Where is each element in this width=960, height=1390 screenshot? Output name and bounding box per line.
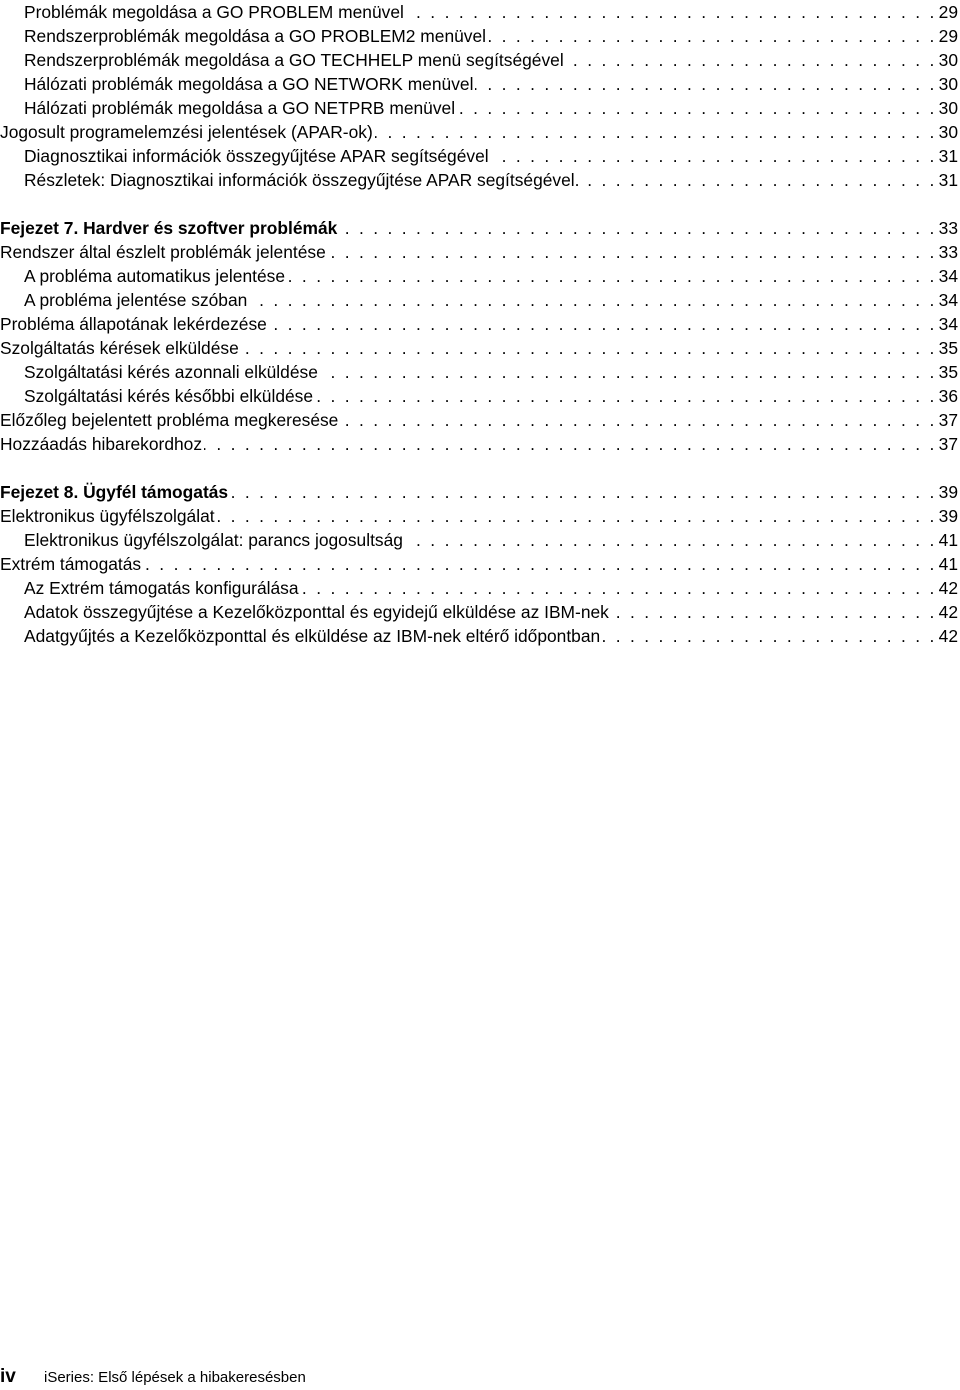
toc-entry[interactable] bbox=[0, 552, 958, 576]
toc-entry[interactable] bbox=[0, 48, 958, 72]
table-of-contents bbox=[0, 0, 958, 648]
toc-entry[interactable] bbox=[0, 168, 958, 192]
toc-entry-page-number: 29 bbox=[938, 2, 958, 22]
toc-entry-title: Rendszer által észlelt problémák jelentése bbox=[0, 242, 326, 262]
toc-entry-page-number: 41 bbox=[938, 554, 958, 574]
dot-leader bbox=[405, 528, 937, 552]
dot-leader bbox=[475, 72, 936, 96]
toc-entry-title: Jogosult programelemzési jelentések (APAR-ok) bbox=[0, 122, 373, 142]
toc-entry-title: Hozzáadás hibarekordhoz bbox=[0, 434, 203, 454]
toc-entry-title: A probléma jelentése szóban bbox=[24, 290, 248, 310]
toc-entry-title: Probléma állapotának lekérdezése bbox=[0, 314, 267, 334]
toc-entry-page-number: 42 bbox=[938, 578, 958, 598]
toc-entry[interactable] bbox=[0, 288, 958, 312]
toc-entry-title: Szolgáltatás kérések elküldése bbox=[0, 338, 239, 358]
toc-entry-page-number: 29 bbox=[938, 26, 958, 46]
dot-leader bbox=[406, 0, 937, 24]
toc-entry-page-number: 39 bbox=[938, 482, 958, 502]
toc-entry-title: Problémák megoldása a GO PROBLEM menüvel bbox=[24, 2, 404, 22]
toc-entry-page-number: 35 bbox=[938, 362, 958, 382]
footer-document-title: iSeries: Első lépések a hibakeresésben bbox=[44, 1369, 306, 1386]
toc-entry[interactable] bbox=[0, 624, 958, 648]
toc-entry-title: Fejezet 8. Ügyfél támogatás bbox=[0, 482, 229, 502]
toc-entry-page-number: 33 bbox=[938, 242, 958, 262]
footer-page-number: iv bbox=[0, 1366, 16, 1387]
toc-entry-title: Rendszerproblémák megoldása a GO PROBLEM2 menüvel bbox=[24, 26, 487, 46]
dot-leader bbox=[339, 216, 936, 240]
page-footer bbox=[0, 1366, 306, 1390]
toc-entry-page-number: 30 bbox=[938, 98, 958, 118]
dot-leader bbox=[328, 240, 937, 264]
dot-leader bbox=[340, 408, 936, 432]
toc-entry-page-number: 34 bbox=[938, 266, 958, 286]
toc-entry[interactable] bbox=[0, 360, 958, 384]
toc-entry-page-number: 34 bbox=[938, 290, 958, 310]
toc-entry-page-number: 39 bbox=[938, 506, 958, 526]
toc-entry-page-number: 35 bbox=[938, 338, 958, 358]
toc-entry[interactable] bbox=[0, 264, 958, 288]
toc-entry-page-number: 33 bbox=[938, 218, 958, 238]
dot-leader bbox=[143, 552, 937, 576]
toc-entry-page-number: 37 bbox=[938, 434, 958, 454]
toc-entry[interactable] bbox=[0, 96, 958, 120]
toc-entry-title: Hálózati problémák megoldása a GO NETPRB menüvel bbox=[24, 98, 456, 118]
toc-entry-title: Diagnosztikai információk összegyűjtése APAR segítségével bbox=[24, 146, 489, 166]
toc-entry-title: Adatgyűjtés a Kezelőközponttal és elküldése az IBM-nek eltérő időpontban bbox=[24, 626, 601, 646]
toc-entry-title: Szolgáltatási kérés azonnali elküldése bbox=[24, 362, 318, 382]
toc-entry[interactable] bbox=[0, 0, 958, 24]
toc-entry-title: Előzőleg bejelentett probléma megkeresése bbox=[0, 410, 339, 430]
toc-entry[interactable] bbox=[0, 576, 958, 600]
toc-chapter-entry[interactable] bbox=[0, 480, 958, 504]
toc-entry[interactable] bbox=[0, 528, 958, 552]
toc-entry-title: Extrém támogatás bbox=[0, 554, 142, 574]
dot-leader bbox=[375, 120, 937, 144]
toc-entry[interactable] bbox=[0, 24, 958, 48]
dot-leader bbox=[611, 600, 937, 624]
toc-entry[interactable] bbox=[0, 144, 958, 168]
toc-entry-title: Az Extrém támogatás konfigurálása bbox=[24, 578, 299, 598]
dot-leader bbox=[491, 144, 937, 168]
dot-leader bbox=[230, 480, 937, 504]
toc-entry-page-number: 31 bbox=[938, 146, 958, 166]
dot-leader bbox=[217, 504, 937, 528]
toc-entry-title: A probléma automatikus jelentése bbox=[24, 266, 286, 286]
toc-entry-title: Hálózati problémák megoldása a GO NETWORK menüvel bbox=[24, 74, 474, 94]
toc-entry-page-number: 31 bbox=[938, 170, 958, 190]
toc-entry-page-number: 41 bbox=[938, 530, 958, 550]
toc-chapter-entry[interactable] bbox=[0, 216, 958, 240]
toc-entry[interactable] bbox=[0, 312, 958, 336]
toc-entry[interactable] bbox=[0, 384, 958, 408]
toc-entry-title: Szolgáltatási kérés későbbi elküldése bbox=[24, 386, 314, 406]
toc-entry-title: Elektronikus ügyfélszolgálat bbox=[0, 506, 215, 526]
toc-entry[interactable] bbox=[0, 120, 958, 144]
toc-entry[interactable] bbox=[0, 432, 958, 456]
toc-entry-page-number: 36 bbox=[938, 386, 958, 406]
toc-entry-page-number: 30 bbox=[938, 50, 958, 70]
dot-leader bbox=[301, 576, 937, 600]
toc-entry-page-number: 30 bbox=[938, 74, 958, 94]
dot-leader bbox=[269, 312, 937, 336]
toc-entry-page-number: 30 bbox=[938, 122, 958, 142]
dot-leader bbox=[602, 624, 936, 648]
toc-entry[interactable] bbox=[0, 504, 958, 528]
toc-entry-title: Részletek: Diagnosztikai információk összegyűjtése APAR segítségével. bbox=[24, 170, 580, 190]
toc-entry-page-number: 42 bbox=[938, 626, 958, 646]
dot-leader bbox=[320, 360, 937, 384]
toc-entry-page-number: 42 bbox=[938, 602, 958, 622]
dot-leader bbox=[315, 384, 937, 408]
dot-leader bbox=[241, 336, 937, 360]
dot-leader bbox=[249, 288, 936, 312]
dot-leader bbox=[204, 432, 937, 456]
toc-entry-page-number: 37 bbox=[938, 410, 958, 430]
dot-leader bbox=[457, 96, 937, 120]
toc-entry-title: Elektronikus ügyfélszolgálat: parancs jogosultság bbox=[24, 530, 403, 550]
toc-entry[interactable] bbox=[0, 408, 958, 432]
toc-entry[interactable] bbox=[0, 240, 958, 264]
toc-entry[interactable] bbox=[0, 72, 958, 96]
toc-entry-title: Adatok összegyűjtése a Kezelőközponttal és egyidejű elküldése az IBM-nek bbox=[24, 602, 609, 622]
toc-entry[interactable] bbox=[0, 600, 958, 624]
dot-leader bbox=[488, 24, 937, 48]
dot-leader bbox=[581, 168, 936, 192]
dot-leader bbox=[566, 48, 937, 72]
toc-entry-page-number: 34 bbox=[938, 314, 958, 334]
toc-entry-title: Fejezet 7. Hardver és szoftver problémák bbox=[0, 218, 338, 238]
toc-entry-title: Rendszerproblémák megoldása a GO TECHHELP menü segítségével bbox=[24, 50, 564, 70]
toc-entry[interactable] bbox=[0, 336, 958, 360]
dot-leader bbox=[287, 264, 937, 288]
